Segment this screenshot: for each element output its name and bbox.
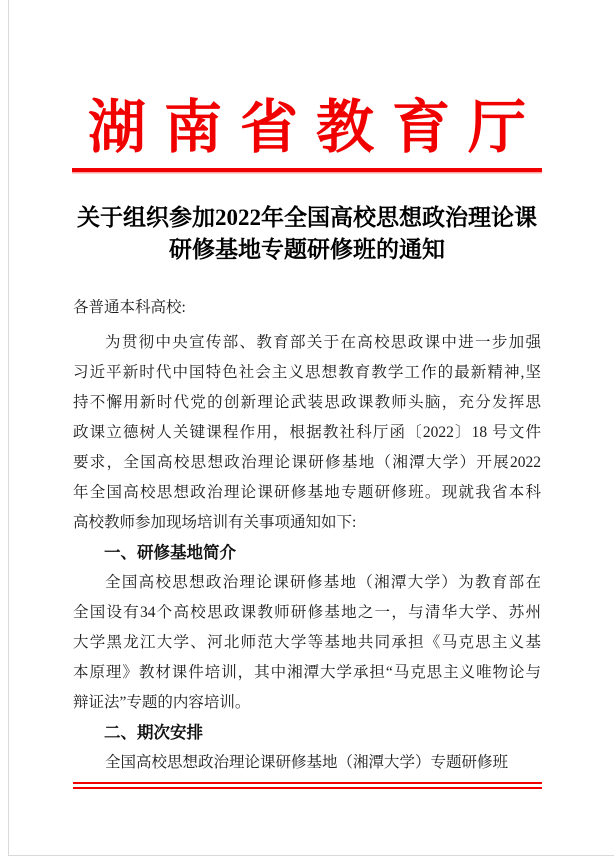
body-line: 为贯彻中央宣传部、教育部关于在高校思政课中进一步加强 [105,334,541,351]
document-title-line-2: 研修基地专题研修班的通知 [169,237,445,262]
body-line: 辩证法”专题的内容培训。 [73,694,251,711]
body-line: 本原理》教材课件培训，其中湘潭大学承担“马克思主义唯物论与 [73,664,541,681]
footer-double-rule [73,782,542,789]
body-line: 政课立德树人关键课程作用，根据教社科厅函〔2022〕18 号文件 [73,424,541,441]
letterhead-rule [72,168,542,172]
body-line: 全国高校思想政治理论课研修基地（湘潭大学）为教育部在 [105,574,541,591]
body-line: 要求，全国高校思想政治理论课研修基地（湘潭大学）开展2022 [73,454,541,471]
body-line: 全国高校思想政治理论课研修基地（湘潭大学）专题研修班 [105,754,509,771]
document-title-line-1: 关于组织参加2022年全国高校思想政治理论课 [77,205,537,230]
body-line: 高校教师参加现场培训有关事项通知如下: [73,514,357,531]
body-line: 持不懈用新时代党的创新理论武装思政课教师头脑，充分发挥思 [73,394,541,411]
section-heading: 二、期次安排 [104,724,203,742]
agency-letterhead-title: 湖南省教育厅 [87,95,544,160]
document-title [0,202,614,266]
section-heading: 一、研修基地简介 [104,544,236,562]
body-line: 习近平新时代中国特色社会主义思想教育教学工作的最新精神,坚 [73,364,541,381]
body-line: 年全国高校思想政治理论课研修基地专题研修班。现就我省本科 [73,484,541,501]
body-line: 全国设有34个高校思政课教师研修基地之一，与清华大学、苏州 [73,604,541,621]
document-body [73,328,541,778]
salutation: 各普通本科高校: [73,299,186,316]
body-line: 大学黑龙江大学、河北师范大学等基地共同承担《马克思主义基 [73,634,541,651]
